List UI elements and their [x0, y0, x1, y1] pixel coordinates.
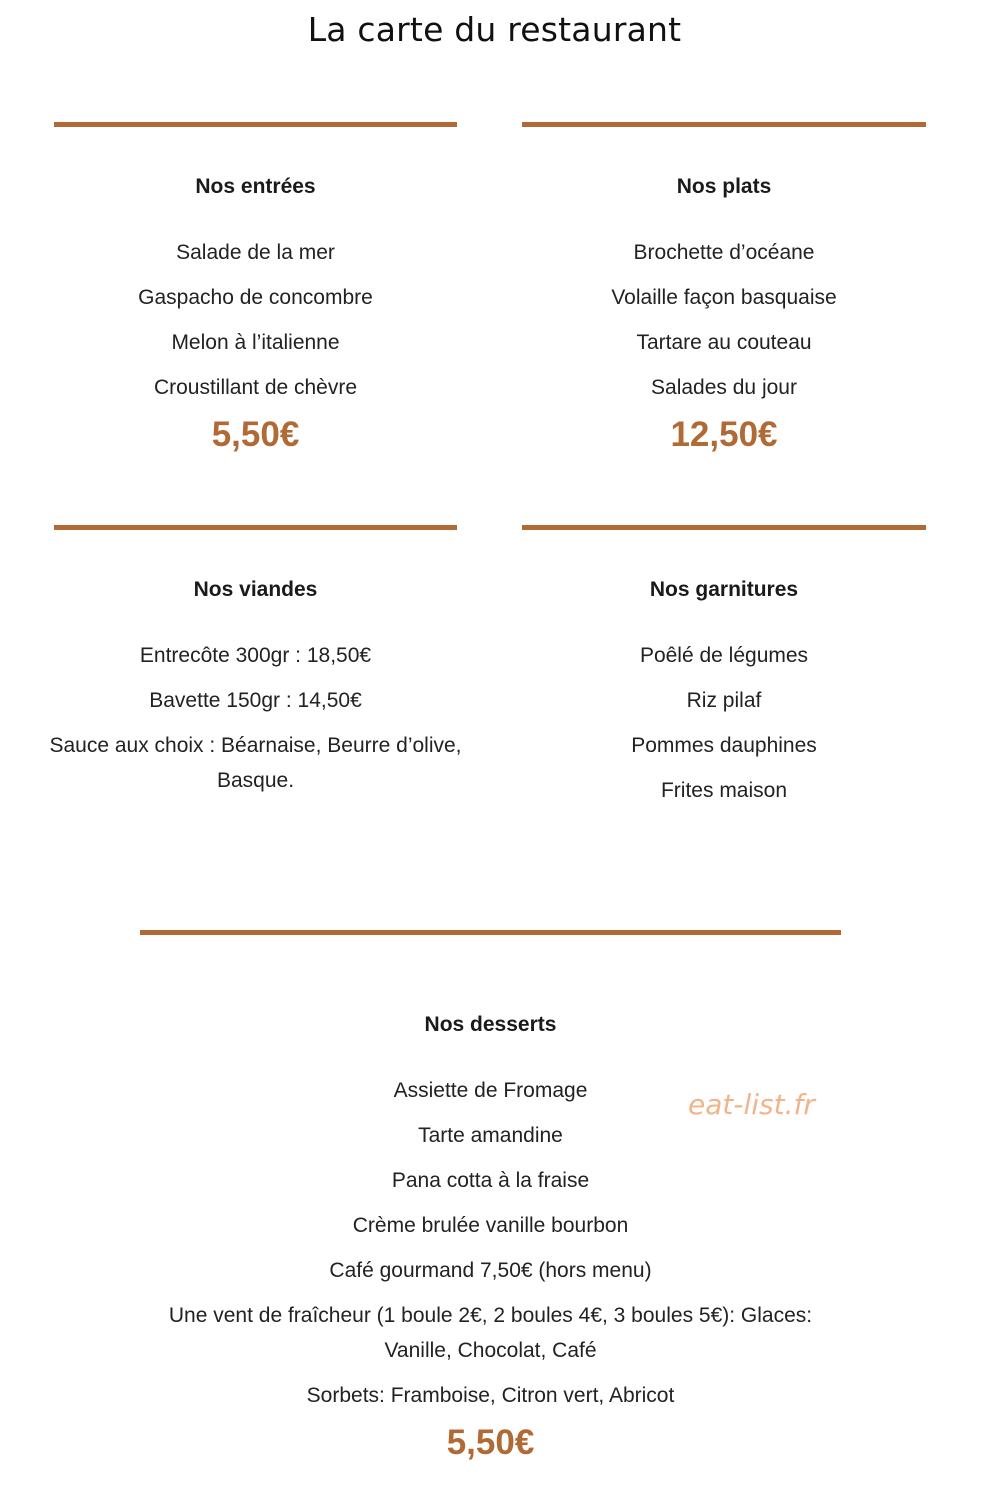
- section-divider: [522, 525, 926, 530]
- watermark: eat-list.fr: [688, 1088, 815, 1121]
- price: 5,50€: [446, 1423, 535, 1462]
- list-item: Pana cotta à la fraise: [391, 1169, 590, 1192]
- list-item: Gaspacho de concombre: [138, 286, 373, 309]
- item-list: [49, 638, 462, 798]
- section-title: Nos entrées: [195, 175, 316, 198]
- list-item: Assiette de Fromage: [393, 1079, 588, 1102]
- section-garnitures: [522, 525, 926, 818]
- section-title: Nos desserts: [424, 1013, 557, 1036]
- section-divider: [140, 930, 841, 935]
- section-title: Nos garnitures: [649, 578, 799, 601]
- list-item: Riz pilaf: [686, 689, 762, 712]
- list-item: Entrecôte 300gr : 18,50€: [139, 644, 372, 667]
- item-list: [90, 1073, 891, 1413]
- list-item: Tartare au couteau: [636, 331, 812, 354]
- list-item: Tarte amandine: [418, 1124, 563, 1147]
- list-item: Sauce aux choix : Béarnaise, Beurre d’olive, Basque.: [49, 734, 462, 792]
- list-item: Pommes dauphines: [631, 734, 817, 757]
- list-item: Poêlé de légumes: [639, 644, 809, 667]
- list-item: Salade de la mer: [176, 241, 335, 264]
- price: 5,50€: [211, 415, 300, 454]
- section-divider: [522, 122, 926, 127]
- list-item: Sorbets: Framboise, Citron vert, Abricot: [306, 1384, 675, 1407]
- section-plats: [522, 122, 926, 455]
- list-item: Frites maison: [660, 779, 788, 802]
- list-item: Brochette d’océane: [633, 241, 815, 264]
- section-title: Nos plats: [676, 175, 772, 198]
- list-item: Croustillant de chèvre: [153, 376, 358, 399]
- price: 12,50€: [670, 415, 778, 454]
- list-item: Bavette 150gr : 14,50€: [149, 689, 362, 712]
- list-item: Salades du jour: [651, 376, 797, 399]
- item-list: [522, 638, 926, 808]
- section-viandes: [49, 525, 462, 808]
- list-item: Melon à l’italienne: [171, 331, 340, 354]
- item-list: [522, 235, 926, 405]
- section-desserts: [140, 930, 841, 1463]
- list-item: Une vent de fraîcheur (1 boule 2€, 2 boules 4€, 3 boules 5€): Glaces: Vanille, Chocolat, Café: [168, 1304, 813, 1362]
- section-divider: [54, 525, 457, 530]
- list-item: Crème brulée vanille bourbon: [352, 1214, 629, 1237]
- list-item: Volaille façon basquaise: [611, 286, 837, 309]
- item-list: [54, 235, 457, 405]
- list-item: Café gourmand 7,50€ (hors menu): [329, 1259, 652, 1282]
- section-divider: [54, 122, 457, 127]
- page-title: La carte du restaurant: [307, 10, 682, 49]
- section-title: Nos viandes: [193, 578, 318, 601]
- section-entrees: [54, 122, 457, 455]
